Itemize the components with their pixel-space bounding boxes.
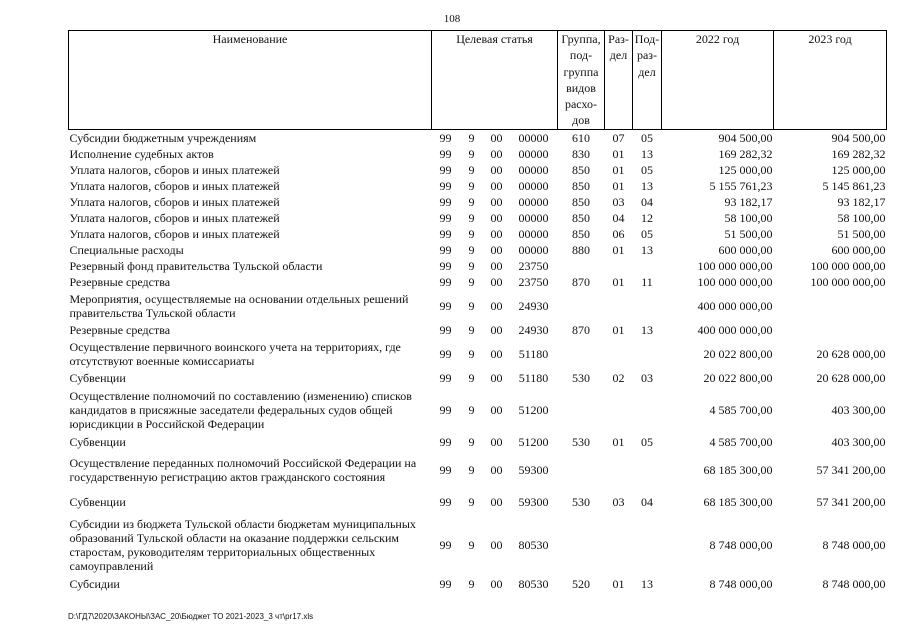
- amount-2023: 125 000,00: [831, 162, 886, 177]
- section-code: 04: [612, 210, 625, 225]
- section-code: 03: [612, 494, 625, 509]
- subsection-code: 13: [641, 322, 654, 337]
- row-name: Субвенции: [69, 494, 126, 509]
- target-code-2: 9: [468, 298, 475, 313]
- table-row: [69, 274, 887, 290]
- subsection-code: 13: [641, 146, 654, 161]
- target-code-1: 99: [439, 402, 452, 417]
- amount-2023: 403 300,00: [831, 402, 886, 417]
- table-row: [69, 450, 887, 490]
- amount-2022: 20 022 800,00: [703, 370, 773, 385]
- subsection-code: 04: [641, 494, 654, 509]
- target-code-2: 9: [468, 462, 475, 477]
- expense-group: 870: [572, 274, 591, 289]
- target-code-3: 00: [490, 146, 503, 161]
- target-code-1: 99: [439, 537, 452, 552]
- header-year-2023: 2023 год: [774, 31, 887, 130]
- table-row: [69, 194, 887, 210]
- header-year-2022: 2022 год: [662, 31, 774, 130]
- budget-table: [68, 30, 887, 592]
- amount-2022: 400 000 000,00: [697, 298, 773, 313]
- section-code: [605, 386, 633, 434]
- expense-group: [558, 290, 605, 322]
- amount-2023: 8 748 000,00: [822, 576, 886, 591]
- amount-2023: 58 100,00: [837, 210, 886, 225]
- table-row: [69, 576, 887, 592]
- target-code-1: 99: [439, 210, 452, 225]
- target-code-1: 99: [439, 298, 452, 313]
- section-code: 01: [612, 242, 625, 257]
- target-code-1: 99: [439, 322, 452, 337]
- target-code-4: 00000: [518, 178, 549, 193]
- header-section: Раз-дел: [605, 31, 633, 130]
- expense-group: 530: [572, 434, 591, 449]
- row-name: Осуществление переданных полномочий Российской Федерации на государственную регистрацию актов гражданского состояния: [69, 455, 417, 484]
- row-name: Мероприятия, осуществляемые на основании отдельных решений правительства Тульской области: [69, 291, 409, 320]
- target-code-2: 9: [468, 178, 475, 193]
- target-code-1: 99: [439, 146, 452, 161]
- target-code-2: 9: [468, 346, 475, 361]
- section-code: 06: [612, 226, 625, 241]
- amount-2022: 58 100,00: [724, 210, 773, 225]
- amount-2023: 20 628 000,00: [816, 346, 886, 361]
- target-code-4: 24930: [518, 322, 549, 337]
- section-code: 07: [612, 130, 625, 145]
- expense-group: 850: [572, 210, 591, 225]
- row-name: Субвенции: [69, 434, 126, 449]
- table-row: [69, 338, 887, 370]
- table-row: [69, 290, 887, 322]
- amount-2023: 57 341 200,00: [816, 494, 886, 509]
- amount-2023: [774, 322, 887, 338]
- target-code-2: 9: [468, 210, 475, 225]
- target-code-4: 00000: [518, 162, 549, 177]
- target-code-2: 9: [468, 322, 475, 337]
- section-code: 01: [612, 576, 625, 591]
- target-code-3: 00: [490, 178, 503, 193]
- row-name: Уплата налогов, сборов и иных платежей: [69, 210, 280, 225]
- target-code-3: 00: [490, 298, 503, 313]
- target-code-3: 00: [490, 210, 503, 225]
- amount-2023: 100 000 000,00: [810, 258, 886, 273]
- target-code-4: 00000: [518, 194, 549, 209]
- table-row: [69, 434, 887, 450]
- subsection-code: [633, 338, 662, 370]
- page-number: 108: [443, 13, 461, 25]
- target-code-3: 00: [490, 242, 503, 257]
- expense-group: 530: [572, 370, 591, 385]
- target-code-4: 23750: [518, 274, 549, 289]
- target-code-2: 9: [468, 402, 475, 417]
- target-code-4: 51180: [518, 370, 549, 385]
- amount-2023: 93 182,17: [837, 194, 886, 209]
- target-code-4: 00000: [518, 210, 549, 225]
- table-row: [69, 162, 887, 178]
- header-name: Наименование: [69, 31, 432, 130]
- target-code-1: 99: [439, 226, 452, 241]
- expense-group: [558, 514, 605, 576]
- target-code-4: 59300: [518, 462, 549, 477]
- row-name: Уплата налогов, сборов и иных платежей: [69, 226, 280, 241]
- expense-group: [558, 338, 605, 370]
- amount-2022: 93 182,17: [724, 194, 773, 209]
- expense-group: [558, 386, 605, 434]
- table-row: [69, 226, 887, 242]
- section-code: 01: [612, 178, 625, 193]
- section-code: 03: [612, 194, 625, 209]
- header-target-article: Целевая статья: [432, 31, 558, 130]
- amount-2022: 100 000 000,00: [697, 258, 773, 273]
- expense-group: 880: [572, 242, 591, 257]
- expense-group: 870: [572, 322, 591, 337]
- target-code-2: 9: [468, 494, 475, 509]
- subsection-code: 05: [641, 434, 654, 449]
- target-code-2: 9: [468, 162, 475, 177]
- section-code: [605, 290, 633, 322]
- subsection-code: [633, 290, 662, 322]
- amount-2023: 20 628 000,00: [816, 370, 886, 385]
- target-code-1: 99: [439, 194, 452, 209]
- row-name: Уплата налогов, сборов и иных платежей: [69, 162, 280, 177]
- table-row: [69, 146, 887, 162]
- target-code-1: 99: [439, 462, 452, 477]
- expense-group: 610: [572, 130, 591, 145]
- target-code-4: 00000: [518, 226, 549, 241]
- target-code-1: 99: [439, 494, 452, 509]
- target-code-1: 99: [439, 346, 452, 361]
- target-code-4: 51200: [518, 434, 549, 449]
- table-row: [69, 514, 887, 576]
- target-code-3: 00: [490, 576, 503, 591]
- subsection-code: 05: [641, 162, 654, 177]
- section-code: [605, 258, 633, 274]
- subsection-code: 13: [641, 576, 654, 591]
- expense-group: 850: [572, 162, 591, 177]
- target-code-4: 51200: [518, 402, 549, 417]
- row-name: Субвенции: [69, 370, 126, 385]
- target-code-4: 24930: [518, 298, 549, 313]
- subsection-code: [633, 450, 662, 490]
- amount-2023: 51 500,00: [837, 226, 886, 241]
- table-row: [69, 242, 887, 258]
- target-code-2: 9: [468, 370, 475, 385]
- subsection-code: 13: [641, 242, 654, 257]
- target-code-2: 9: [468, 146, 475, 161]
- expense-group: 520: [572, 576, 591, 591]
- subsection-code: [633, 514, 662, 576]
- section-code: [605, 514, 633, 576]
- target-code-3: 00: [490, 258, 503, 273]
- expense-group: 830: [572, 146, 591, 161]
- header-subsection: Под-раз-дел: [633, 31, 662, 130]
- target-code-2: 9: [468, 274, 475, 289]
- footer-file-path: D:\ГД7\2020\ЗАКОНЫ\ЗАС_20\Бюджет ТО 2021-2023_3 чт\pr17.xls: [68, 612, 314, 621]
- amount-2022: 8 748 000,00: [709, 537, 773, 552]
- target-code-3: 00: [490, 274, 503, 289]
- row-name: Уплата налогов, сборов и иных платежей: [69, 178, 280, 193]
- row-name: Резервный фонд правительства Тульской области: [69, 258, 323, 273]
- target-code-4: 00000: [518, 242, 549, 257]
- section-code: 01: [612, 274, 625, 289]
- table-row: [69, 258, 887, 274]
- subsection-code: 03: [641, 370, 654, 385]
- table-row: [69, 490, 887, 514]
- amount-2022: 400 000 000,00: [697, 322, 773, 337]
- amount-2022: 169 282,32: [718, 146, 773, 161]
- amount-2022: 68 185 300,00: [703, 462, 773, 477]
- target-code-3: 00: [490, 434, 503, 449]
- row-name: Исполнение судебных актов: [69, 146, 214, 161]
- target-code-3: 00: [490, 370, 503, 385]
- row-name: Субсидии бюджетным учреждениям: [69, 130, 257, 145]
- section-code: 01: [612, 162, 625, 177]
- target-code-3: 00: [490, 162, 503, 177]
- target-code-3: 00: [490, 462, 503, 477]
- target-code-4: 51180: [518, 346, 549, 361]
- target-code-4: 00000: [518, 130, 549, 145]
- section-code: 01: [612, 434, 625, 449]
- section-code: [605, 338, 633, 370]
- amount-2022: 68 185 300,00: [703, 494, 773, 509]
- amount-2022: 8 748 000,00: [709, 576, 773, 591]
- expense-group: [558, 258, 605, 274]
- row-name: Уплата налогов, сборов и иных платежей: [69, 194, 280, 209]
- amount-2023: 904 500,00: [831, 130, 886, 145]
- target-code-2: 9: [468, 258, 475, 273]
- target-code-2: 9: [468, 194, 475, 209]
- amount-2022: 4 585 700,00: [709, 434, 773, 449]
- target-code-1: 99: [439, 130, 452, 145]
- target-code-1: 99: [439, 178, 452, 193]
- table-row: [69, 370, 887, 386]
- target-code-1: 99: [439, 434, 452, 449]
- subsection-code: 05: [641, 226, 654, 241]
- expense-group: 530: [572, 494, 591, 509]
- subsection-code: 11: [641, 274, 653, 289]
- target-code-2: 9: [468, 537, 475, 552]
- amount-2022: 51 500,00: [724, 226, 773, 241]
- amount-2023: 5 145 861,23: [822, 178, 886, 193]
- table-header-row: [69, 31, 887, 130]
- amount-2023: 169 282,32: [831, 146, 886, 161]
- amount-2023: 403 300,00: [831, 434, 886, 449]
- target-code-3: 00: [490, 346, 503, 361]
- section-code: 01: [612, 146, 625, 161]
- row-name: Резервные средства: [69, 322, 171, 337]
- expense-group: 850: [572, 178, 591, 193]
- amount-2023: 57 341 200,00: [816, 462, 886, 477]
- target-code-4: 23750: [518, 258, 549, 273]
- subsection-code: 12: [641, 210, 654, 225]
- row-name: Субсидии: [69, 576, 120, 591]
- expense-group: [558, 450, 605, 490]
- target-code-2: 9: [468, 434, 475, 449]
- subsection-code: 04: [641, 194, 654, 209]
- amount-2022: 5 155 761,23: [709, 178, 773, 193]
- amount-2022: 600 000,00: [718, 242, 773, 257]
- target-code-1: 99: [439, 258, 452, 273]
- row-name: Специальные расходы: [69, 242, 184, 257]
- subsection-code: [633, 258, 662, 274]
- target-code-3: 00: [490, 226, 503, 241]
- target-code-3: 00: [490, 130, 503, 145]
- subsection-code: 05: [641, 130, 654, 145]
- row-name: Осуществление первичного воинского учета на территориях, где отсутствуют военные комиссариаты: [69, 339, 401, 368]
- target-code-1: 99: [439, 242, 452, 257]
- target-code-2: 9: [468, 226, 475, 241]
- subsection-code: [633, 386, 662, 434]
- table-row: [69, 322, 887, 338]
- target-code-4: 59300: [518, 494, 549, 509]
- row-name: Резервные средства: [69, 274, 171, 289]
- amount-2023: 600 000,00: [831, 242, 886, 257]
- target-code-2: 9: [468, 242, 475, 257]
- header-expense-group: Группа, под-группа видов расхо-дов: [558, 31, 605, 130]
- target-code-3: 00: [490, 194, 503, 209]
- amount-2023: [774, 290, 887, 322]
- target-code-1: 99: [439, 370, 452, 385]
- section-code: 01: [612, 322, 625, 337]
- target-code-1: 99: [439, 274, 452, 289]
- target-code-4: 80530: [518, 537, 549, 552]
- amount-2022: 125 000,00: [718, 162, 773, 177]
- target-code-4: 80530: [518, 576, 549, 591]
- section-code: 02: [612, 370, 625, 385]
- target-code-2: 9: [468, 130, 475, 145]
- amount-2023: 8 748 000,00: [822, 537, 886, 552]
- row-name: Субсидии из бюджета Тульской области бюджетам муниципальных образований Тульской области на оказание поддержки сельским старостам, руководителям территориальных общественных самоуправлений: [69, 516, 416, 573]
- target-code-1: 99: [439, 576, 452, 591]
- amount-2022: 20 022 800,00: [703, 346, 773, 361]
- amount-2022: 4 585 700,00: [709, 402, 773, 417]
- table-row: [69, 210, 887, 226]
- expense-group: 850: [572, 194, 591, 209]
- table-row: [69, 178, 887, 194]
- amount-2022: 100 000 000,00: [697, 274, 773, 289]
- target-code-2: 9: [468, 576, 475, 591]
- target-code-1: 99: [439, 162, 452, 177]
- target-code-3: 00: [490, 494, 503, 509]
- section-code: [605, 450, 633, 490]
- amount-2022: 904 500,00: [718, 130, 773, 145]
- subsection-code: 13: [641, 178, 654, 193]
- expense-group: 850: [572, 226, 591, 241]
- target-code-3: 00: [490, 322, 503, 337]
- amount-2023: 100 000 000,00: [810, 274, 886, 289]
- table-body: [69, 130, 887, 592]
- target-code-3: 00: [490, 537, 503, 552]
- table-row: [69, 386, 887, 434]
- target-code-3: 00: [490, 402, 503, 417]
- table-row: [69, 130, 887, 146]
- target-code-4: 00000: [518, 146, 549, 161]
- row-name: Осуществление полномочий по составлению (изменению) списков кандидатов в присяжные заседатели федеральных судов общей юрисдикции в Российской Федерации: [69, 388, 412, 431]
